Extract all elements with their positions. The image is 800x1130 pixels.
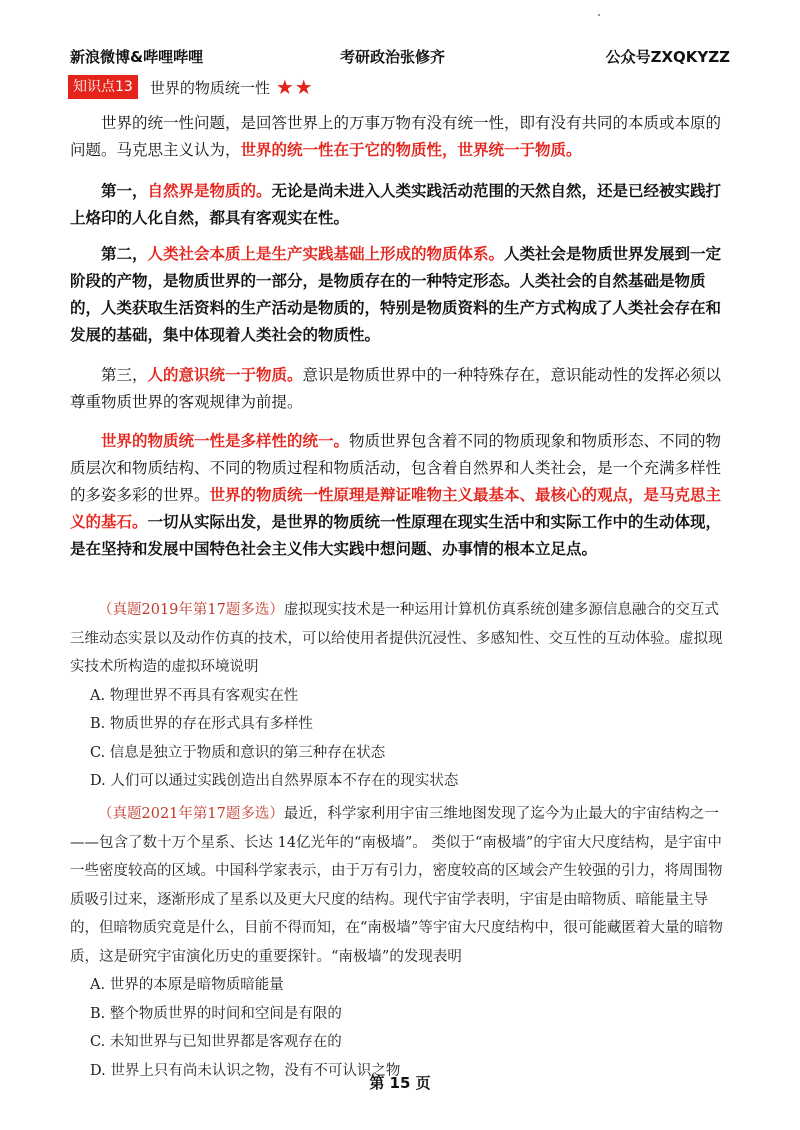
question-2019	[70, 596, 732, 796]
paragraph-third	[70, 362, 730, 416]
text: 世界的统一性问题，是回答世界上的万事万物有没有统一性，即有没有共同的本质或本原的问题。马克思主义认为，	[70, 114, 722, 159]
option-a: A. 物理世界不再具有客观实在性	[90, 687, 299, 704]
highlight-text: 世界的物质统一性原理是辩证唯物主义最基本、最核心的观点，是马克思主义的基石。	[70, 486, 722, 531]
text: 第一，	[101, 182, 148, 200]
header-center: 考研政治张修齐	[340, 48, 446, 66]
page-number: 第 15 页	[369, 1074, 431, 1092]
option-a: A. 世界的本原是暗物质暗能量	[90, 977, 284, 993]
highlight-text: 人的意识统一于物质。	[147, 366, 303, 384]
highlight-text: 世界的物质统一性是多样性的统一。	[101, 432, 350, 450]
page-header	[70, 46, 730, 70]
text: 第二，	[101, 245, 148, 263]
paragraph-first	[70, 178, 730, 232]
header-right: 公众号ZXQKYZZ	[605, 48, 730, 66]
question-source: （真题2019年第17题多选）	[98, 602, 284, 618]
star-icon: ★★	[275, 75, 314, 99]
option-d: D. 人们可以通过实践创造出自然界原本不存在的现实状态	[90, 773, 459, 789]
highlight-text: 世界的统一性在于它的物质性，世界统一于物质。	[240, 141, 582, 159]
paragraph-unity	[70, 428, 730, 563]
question-2021	[70, 800, 732, 1085]
text: 无论是尚未进入人类实践活动范围的天然自然，还是已经被实践打上烙印的人化自然，都具有客观实在性。	[70, 182, 722, 227]
question-stem: 最近，科学家利用宇宙三维地图发现了迄今为止最大的宇宙结构之一——包含了数十万个星系、长达 14亿光年的“南极墙”。 类似于“南极墙”的宇宙大尺度结构，是宇宙中一些密度较高的区域。中国科学家表示，由于万有引力，密度较高的区域会产生较强的引力，将周围物质吸引过来，逐渐形成了星系以及更大尺度的结构。现代宇宙学表明，宇宙是由暗物质、暗能量主导的，但暗物质究竟是什么，目前不得而知，在“南极墙”等宇宙大尺度结构中，很可能藏匿着大量的暗物质，这是研究宇宙演化历史的重要探针。“南极墙”的发现表明	[70, 806, 723, 965]
option-c: C. 信息是独立于物质和意识的第三种存在状态	[90, 744, 386, 761]
question-stem: 虚拟现实技术是一种运用计算机仿真系统创建多源信息融合的交互式三维动态实景以及动作仿真的技术，可以给使用者提供沉浸性、多感知性、交互性的互动体验。虚拟现实技术所构造的虚拟环境说明	[70, 602, 723, 675]
paragraph-second	[70, 241, 730, 349]
header-left: 新浪微博&哔哩哔哩	[70, 48, 204, 66]
highlight-text: 自然界是物质的。	[147, 182, 272, 200]
option-b: B. 整个物质世界的时间和空间是有限的	[90, 1005, 342, 1022]
knowledge-point-heading	[68, 74, 314, 100]
text: 意识是物质世界中的一种特殊存在，意识能动性的发挥必须以尊重物质世界的客观规律为前提。	[70, 366, 722, 411]
knowledge-point-tag: 知识点13	[68, 75, 138, 99]
highlight-text: 人类社会本质上是生产实践基础上形成的物质体系。	[147, 245, 505, 263]
text: 一切从实际出发，是世界的物质统一性原理在现实生活中和实际工作中的生动体现，是在坚持和发展中国特色社会主义伟大实践中想问题、办事情的根本立足点。	[70, 513, 722, 558]
knowledge-point-title: 世界的物质统一性	[149, 78, 270, 97]
paragraph-intro	[70, 110, 730, 164]
text: 人类社会是物质世界发展到一定阶段的产物，是物质世界的一部分，是物质存在的一种特定形态。人类社会的自然基础是物质的，人类获取生活资料的生产活动是物质的，特别是物质资料的生产方式构成了人类社会存在和发展的基础，集中体现着人类社会的物质性。	[70, 245, 722, 344]
question-source: （真题2021年第17题多选）	[98, 806, 284, 822]
scan-speck	[598, 14, 600, 16]
option-c: C. 未知世界与已知世界都是客观存在的	[90, 1034, 342, 1050]
text: 物质世界包含着不同的物质现象和物质形态、不同的物质层次和物质结构、不同的物质过程和物质活动，包含着自然界和人类社会，是一个充满多样性的多姿多彩的世界。	[70, 432, 722, 504]
text: 第三，	[101, 366, 148, 384]
option-d: D. 世界上只有尚未认识之物，没有不可认识之物	[90, 1062, 401, 1079]
option-b: B. 物质世界的存在形式具有多样性	[90, 716, 313, 732]
